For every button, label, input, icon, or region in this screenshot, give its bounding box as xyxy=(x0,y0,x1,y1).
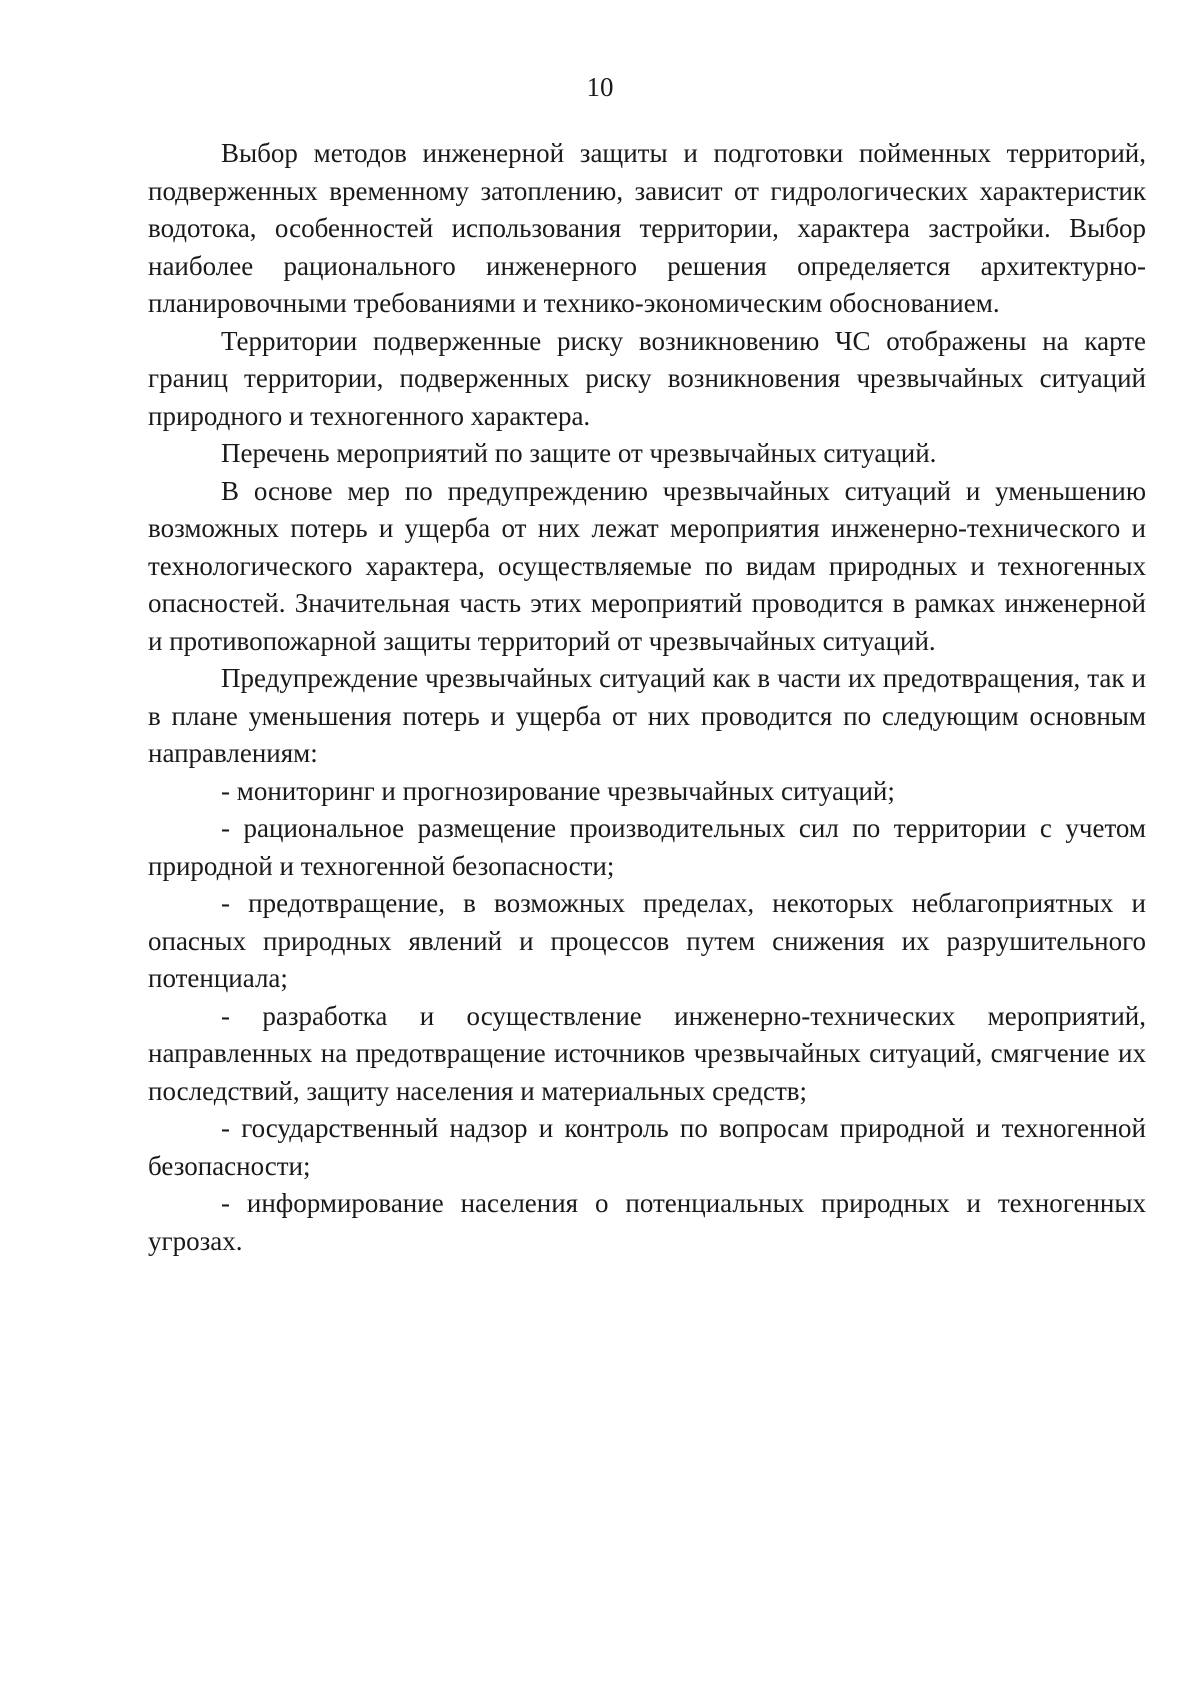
list-item-engineering-measures: - разработка и осуществление инженерно-технических мероприятий, направленных на предотвращение источников чрезвычайных ситуаций, смягчение их последствий, защиту населения и материальных средств; xyxy=(148,1000,1146,1106)
paragraph-measures-list-heading: Перечень мероприятий по защите от чрезвычайных ситуаций. xyxy=(221,438,937,468)
paragraph-engineering-protection: Выбор методов инженерной защиты и подготовки пойменных территорий, подверженных временному затоплению, зависит от гидрологических характеристик водотока, особенностей использования территории, характера застройки. Выбор наиболее рационального инженерного решения определяется архитектурно-планировочными требованиями и технико-экономическим обоснованием. xyxy=(148,138,1146,318)
list-item-prevention-phenomena: - предотвращение, в возможных пределах, некоторых неблагоприятных и опасных природных явлений и процессов путем снижения их разрушительного потенциала; xyxy=(148,888,1146,993)
paragraph-main-directions: Предупреждение чрезвычайных ситуаций как в части их предотвращения, так и в плане уменьшения потерь и ущерба от них проводится по следующим основным направлениям: xyxy=(148,663,1146,768)
page-number: 10 xyxy=(586,72,614,102)
list-item-monitoring: - мониторинг и прогнозирование чрезвычайных ситуаций; xyxy=(221,775,895,806)
list-item-state-supervision: - государственный надзор и контроль по вопросам природной и техногенной безопасности; xyxy=(148,1113,1146,1181)
paragraph-prevention-basis: В основе мер по предупреждению чрезвычайных ситуаций и уменьшению возможных потерь и ущерба от них лежат мероприятия инженерно-технического и технологического характера, осуществляемые по видам природных и техногенных опасностей. Значительная часть этих мероприятий проводится в рамках инженерной и противопожарной защиты территорий от чрезвычайных ситуаций. xyxy=(148,475,1146,656)
list-item-rational-placement: - рациональное размещение производительных сил по территории с учетом природной и техногенной безопасности; xyxy=(148,813,1146,881)
list-item-informing-population: - информирование населения о потенциальных природных и техногенных угрозах. xyxy=(148,1188,1146,1256)
paragraph-risk-territories: Территории подверженные риску возникновению ЧС отображены на карте границ территории, подверженных риску возникновения чрезвычайных ситуаций природного и техногенного характера. xyxy=(148,325,1146,431)
document-body xyxy=(148,135,1146,1260)
